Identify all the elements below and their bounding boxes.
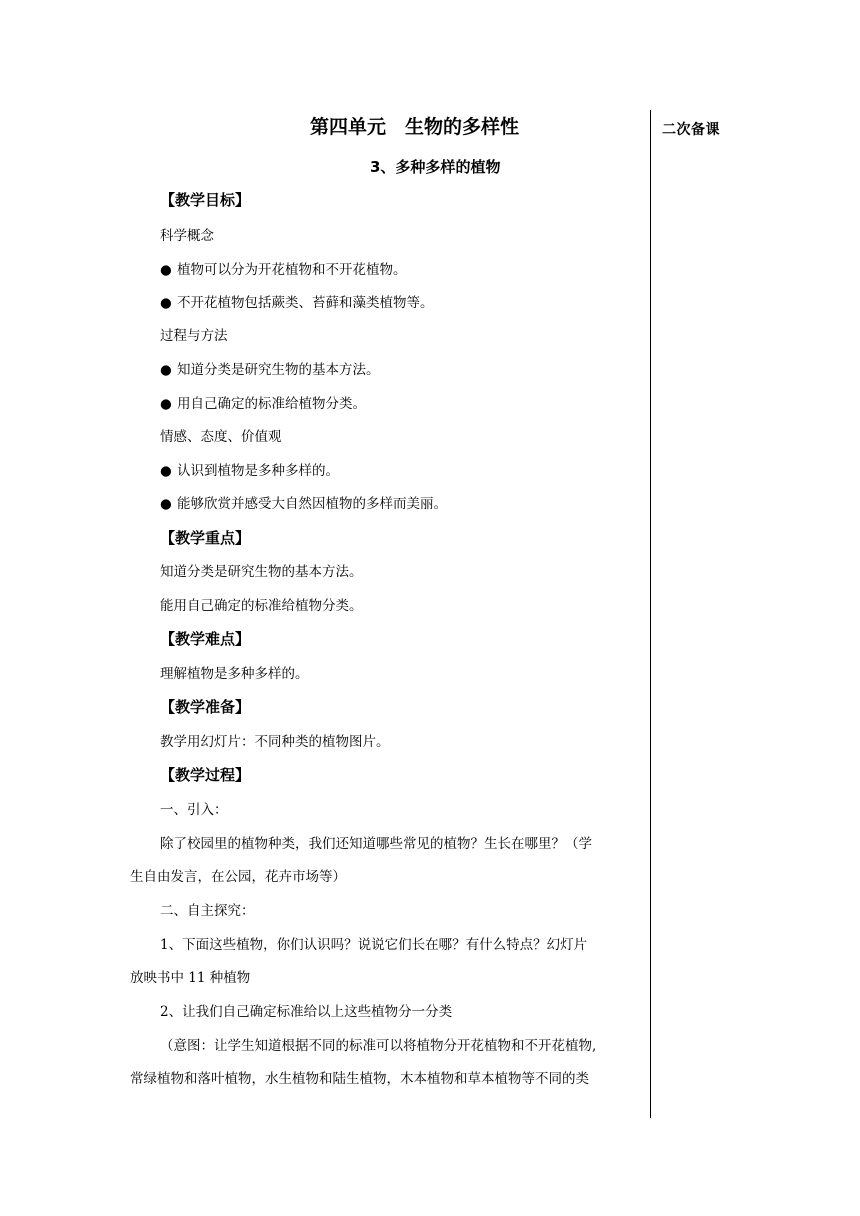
lesson-subtitle: 3、多种多样的植物 <box>370 158 501 176</box>
process-heading: 【教学过程】 <box>160 766 251 784</box>
explore-label: 二、自主探究： <box>160 903 255 919</box>
difficulty-heading: 【教学难点】 <box>160 630 251 648</box>
bullet-dot-icon: ● <box>160 496 172 512</box>
intent-line: 常绿植物和落叶植物，水生植物和陆生植物，木本植物和草本植物等不同的类 <box>130 1071 589 1087</box>
intro-paragraph-line: 生自由发言，在公园，花卉市场等） <box>130 869 346 885</box>
difficulty-line: 理解植物是多种多样的。 <box>160 666 309 682</box>
bullet-text: 不开花植物包括蕨类、苔藓和藻类植物等。 <box>177 295 434 311</box>
page-title: 第四单元 生物的多样性 <box>310 116 520 138</box>
bullet-dot-icon: ● <box>160 262 172 278</box>
intent-line: （意图：让学生知道根据不同的标准可以将植物分开花植物和不开花植物, <box>160 1038 597 1054</box>
bullet-text: 知道分类是研究生物的基本方法。 <box>177 362 380 378</box>
bullet-item <box>160 293 434 313</box>
bullet-text: 植物可以分为开花植物和不开花植物。 <box>177 262 407 278</box>
step-1-line: 放映书中 11 种植物 <box>130 970 251 986</box>
process-method-label: 过程与方法 <box>160 328 228 344</box>
bullet-item <box>160 260 407 280</box>
column-divider <box>650 110 651 1118</box>
bullet-item <box>160 360 380 380</box>
bullet-text: 能够欣赏并感受大自然因植物的多样而美丽。 <box>177 496 447 512</box>
intro-label: 一、引入： <box>160 802 228 818</box>
key-points-heading: 【教学重点】 <box>160 529 251 547</box>
step-1-line: 1、下面这些植物，你们认识吗？说说它们长在哪？有什么特点？幻灯片 <box>160 937 588 953</box>
preparation-line: 教学用幻灯片：不同种类的植物图片。 <box>160 734 390 750</box>
goals-heading: 【教学目标】 <box>160 191 251 209</box>
bullet-dot-icon: ● <box>160 396 172 412</box>
bullet-text: 认识到植物是多种多样的。 <box>177 463 339 479</box>
bullet-dot-icon: ● <box>160 295 172 311</box>
bullet-item <box>160 394 366 414</box>
key-point-line: 知道分类是研究生物的基本方法。 <box>160 564 363 580</box>
key-point-line: 能用自己确定的标准给植物分类。 <box>160 598 363 614</box>
emotion-label: 情感、态度、价值观 <box>160 429 282 445</box>
bullet-dot-icon: ● <box>160 362 172 378</box>
intro-paragraph-line: 除了校园里的植物种类，我们还知道哪些常见的植物？生长在哪里？（学 <box>160 836 592 852</box>
bullet-item <box>160 494 447 514</box>
bullet-dot-icon: ● <box>160 463 172 479</box>
preparation-heading: 【教学准备】 <box>160 698 251 716</box>
side-note-label: 二次备课 <box>662 122 720 138</box>
science-concept-label: 科学概念 <box>160 228 214 244</box>
bullet-text: 用自己确定的标准给植物分类。 <box>177 396 366 412</box>
step-2-line: 2、让我们自己确定标准给以上这些植物分一分类 <box>160 1004 453 1020</box>
bullet-item <box>160 461 339 481</box>
